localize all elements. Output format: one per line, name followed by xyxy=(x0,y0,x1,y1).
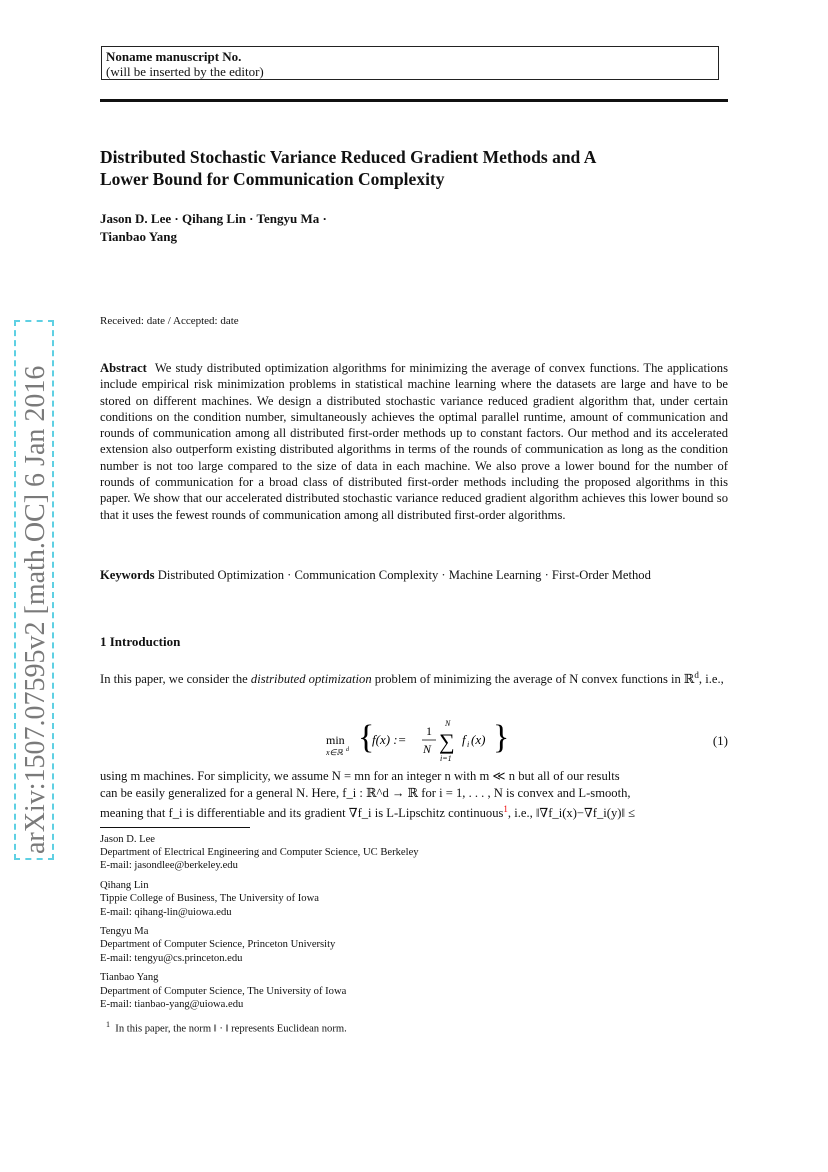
affiliation-email[interactable]: E-mail: qihang-lin@uiowa.edu xyxy=(100,906,232,918)
eq-lhs: f(x) := xyxy=(372,732,407,747)
abstract-text: We study distributed optimization algorithms for minimizing the average of convex functions. The applications include empirical risk minimization problems in statistical machine learning where the datasets are large and have to be stored on different machines. We design a distributed stochastic variance reduced gradient algorithm that, under certain conditions on the condition number, simultaneously achieves the optimal parallel runtime, amount of communication and rounds of communication among all distributed first-order methods up to constant factors. Our method and its accelerated extension also outperform existing distributed algorithms in terms of the rounds of communication as long as the condition number is not too large compared to the size of data in each machine. We also prove a lower bound for the number of rounds of communication for a broad class of distributed first-order methods including the proposed algorithms in this paper. We show that our accelerated distributed stochastic variance reduced gradient algorithm achieves this lower bound so that it uses the fewest rounds of communication among all distributed first-order algorithms. xyxy=(100,361,728,522)
eq-sigma: ∑ xyxy=(439,729,455,754)
intro2-line-3-b: , i.e., ‖∇f_i(x)−∇f_i(y)‖ ≤ xyxy=(507,806,636,821)
keywords xyxy=(100,567,728,584)
intro2-line-3 xyxy=(100,801,728,822)
eq-sum-bottom: i=1 xyxy=(440,754,452,763)
title-line-2: Lower Bound for Communication Complexity xyxy=(100,169,445,189)
affiliation-email[interactable]: E-mail: tengyu@cs.princeton.edu xyxy=(100,952,243,964)
affiliation-email[interactable]: E-mail: tianbao-yang@uiowa.edu xyxy=(100,998,244,1010)
abstract xyxy=(100,360,728,523)
footnote xyxy=(106,1020,347,1035)
affiliation-name: Tengyu Ma xyxy=(100,926,149,938)
affiliation-block xyxy=(100,925,728,965)
footnote-mark: 1 xyxy=(106,1020,110,1029)
affiliation-block xyxy=(100,971,728,1011)
footnote-link[interactable]: 1 xyxy=(503,804,508,814)
eq-term-arg: (x) xyxy=(471,732,486,747)
received-date: Received: date / Accepted: date xyxy=(100,315,239,327)
eq-min-subscript: x∈ℝ xyxy=(326,748,343,757)
affiliation-name: Qihang Lin xyxy=(100,880,149,892)
eq-right-brace: } xyxy=(493,719,510,756)
eq-frac-den: N xyxy=(423,742,432,756)
intro-continuation xyxy=(100,768,728,822)
eq-min-subscript-sup: d xyxy=(346,747,349,753)
manuscript-number-label: Noname manuscript No. xyxy=(106,49,242,64)
intro2-line-1: using m machines. For simplicity, we assume N = mn for an integer n with m ≪ n but all of our results xyxy=(100,769,620,783)
eq-term-sub: i xyxy=(467,740,470,749)
intro2-line-3-a: meaning that f_i is differentiable and its gradient ∇f_i is L-Lipschitz continuous xyxy=(100,806,504,821)
footnote-rule xyxy=(100,827,250,828)
intro-superscript: d xyxy=(694,670,699,680)
affiliation-email[interactable]: E-mail: jasondlee@berkeley.edu xyxy=(100,860,238,872)
paper-title xyxy=(100,146,728,190)
abstract-label: Abstract xyxy=(100,361,147,375)
affiliations xyxy=(100,833,728,1017)
equation-1 xyxy=(100,718,728,768)
editor-note-box xyxy=(101,46,719,80)
section-heading: 1 Introduction xyxy=(100,634,181,649)
eq-frac-num: 1 xyxy=(426,724,432,738)
eq-sum-top: N xyxy=(445,719,451,728)
intro-paragraph xyxy=(100,667,728,688)
equation-svg xyxy=(326,718,606,768)
editor-placeholder: (will be inserted by the editor) xyxy=(106,64,264,79)
affiliation-block xyxy=(100,833,728,873)
intro-emphasis: distributed optimization xyxy=(250,672,372,687)
eq-term: f xyxy=(462,732,466,747)
affiliation-dept: Tippie College of Business, The University of Iowa xyxy=(100,893,319,905)
keywords-label: Keywords xyxy=(100,568,155,582)
intro-text-c: , i.e., xyxy=(698,672,724,687)
affiliation-name: Tianbao Yang xyxy=(100,972,159,984)
affiliation-dept: Department of Computer Science, Princeton University xyxy=(100,939,336,951)
author-list xyxy=(100,210,728,246)
keywords-text: Distributed Optimization · Communication Complexity · Machine Learning · First-Order Method xyxy=(157,568,651,582)
authors-line-2: Tianbao Yang xyxy=(100,229,177,244)
arxiv-stamp[interactable]: arXiv:1507.07595v2 [math.OC] 6 Jan 2016 xyxy=(14,320,54,860)
footnote-text: In this paper, the norm ‖ · ‖ represents Euclidean norm. xyxy=(115,1023,347,1035)
title-line-1: Distributed Stochastic Variance Reduced Gradient Methods and A xyxy=(100,147,597,167)
header-rule xyxy=(100,99,728,102)
eq-min: min xyxy=(326,733,345,747)
affiliation-dept: Department of Computer Science, The University of Iowa xyxy=(100,985,347,997)
equation-number: (1) xyxy=(712,733,728,748)
intro-text-a: In this paper, we consider the xyxy=(100,672,251,687)
intro2-line-2: can be easily generalized for a general N. Here, f_i : ℝ^d → ℝ for i = 1, . . . , N is convex and L-smooth, xyxy=(100,785,631,800)
affiliation-name: Jason D. Lee xyxy=(100,834,156,845)
affiliation-block xyxy=(100,879,728,919)
intro-text-b: problem of minimizing the average of N convex functions in ℝ xyxy=(371,672,695,687)
authors-line-1: Jason D. Lee · Qihang Lin · Tengyu Ma · xyxy=(100,211,327,226)
eq-left-brace: { xyxy=(358,719,375,756)
affiliation-dept: Department of Electrical Engineering and Computer Science, UC Berkeley xyxy=(100,847,419,859)
